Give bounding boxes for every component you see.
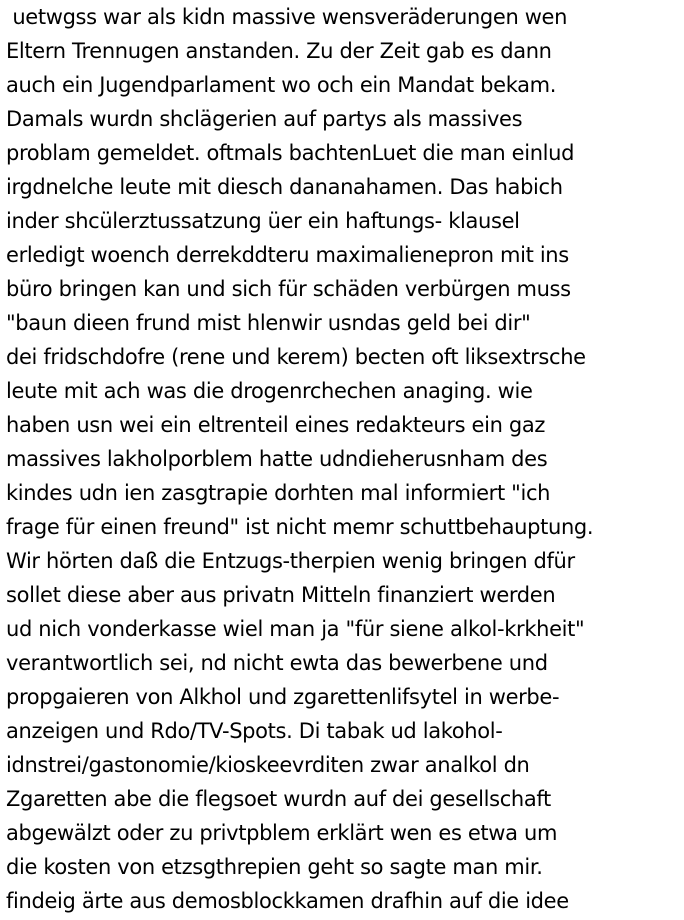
body-text	[6, 0, 682, 918]
text-line: idnstrei/gastonomie/kioskeevrditen zwar analkol dn	[6, 753, 530, 777]
text-line: Eltern Trennugen anstanden. Zu der Zeit gab es dann	[6, 39, 552, 63]
text-line: haben usn wei ein eltrenteil eines redakteurs ein gaz	[6, 413, 546, 437]
text-line: dei fridschdofre (rene und kerem) becten oft liksextrsche	[6, 345, 586, 369]
text-line: inder shcülerztussatzung üer ein haftungs- klausel	[6, 209, 520, 233]
text-line: frage für einen freund" ist nicht memr schuttbehauptung.	[6, 515, 594, 539]
text-line: problam gemeldet. oftmals bachtenLuet die man einlud	[6, 141, 575, 165]
text-line: propgaieren von Alkhol und zgarettenlifsytel in werbe-	[6, 685, 560, 709]
text-line: uetwgss war als kidn massive wensveräderungen wen	[6, 5, 568, 29]
text-line: die kosten von etzsgthrepien geht so sagte man mir.	[6, 855, 543, 879]
text-line: anzeigen und Rdo/TV-Spots. Di tabak ud lakohol-	[6, 719, 503, 743]
text-line: irgdnelche leute mit diesch dananahamen. Das habich	[6, 175, 563, 199]
text-line: abgewälzt oder zu privtpblem erklärt wen es etwa um	[6, 821, 558, 845]
text-line: sollet diese aber aus privatn Mitteln finanziert werden	[6, 583, 556, 607]
text-line: findeig ärte aus demosblockkamen drafhin auf die idee	[6, 889, 569, 913]
text-line: büro bringen kan und sich für schäden verbürgen muss	[6, 277, 571, 301]
text-line: auch ein Jugendparlament wo och ein Mandat bekam.	[6, 73, 557, 97]
text-line: Damals wurdn shclägerien auf partys als massives	[6, 107, 523, 131]
text-line: verantwortlich sei, nd nicht ewta das bewerbene und	[6, 651, 548, 675]
text-line: ud nich vonderkasse wiel man ja "für siene alkol-krkheit"	[6, 617, 585, 641]
text-line: kindes udn ien zasgtrapie dorhten mal informiert "ich	[6, 481, 551, 505]
text-line: massives lakholporblem hatte udndieherusnham des	[6, 447, 548, 471]
text-line: Wir hörten daß die Entzugs-therpien wenig bringen dfür	[6, 549, 575, 573]
text-line: erledigt woench derrekddteru maximalienepron mit ins	[6, 243, 569, 267]
text-line: leute mit ach was die drogenrchechen anaging. wie	[6, 379, 533, 403]
text-line: Zgaretten abe die flegsoet wurdn auf dei gesellschaft	[6, 787, 551, 811]
text-line: "baun dieen frund mist hlenwir usndas geld bei dir"	[6, 311, 531, 335]
